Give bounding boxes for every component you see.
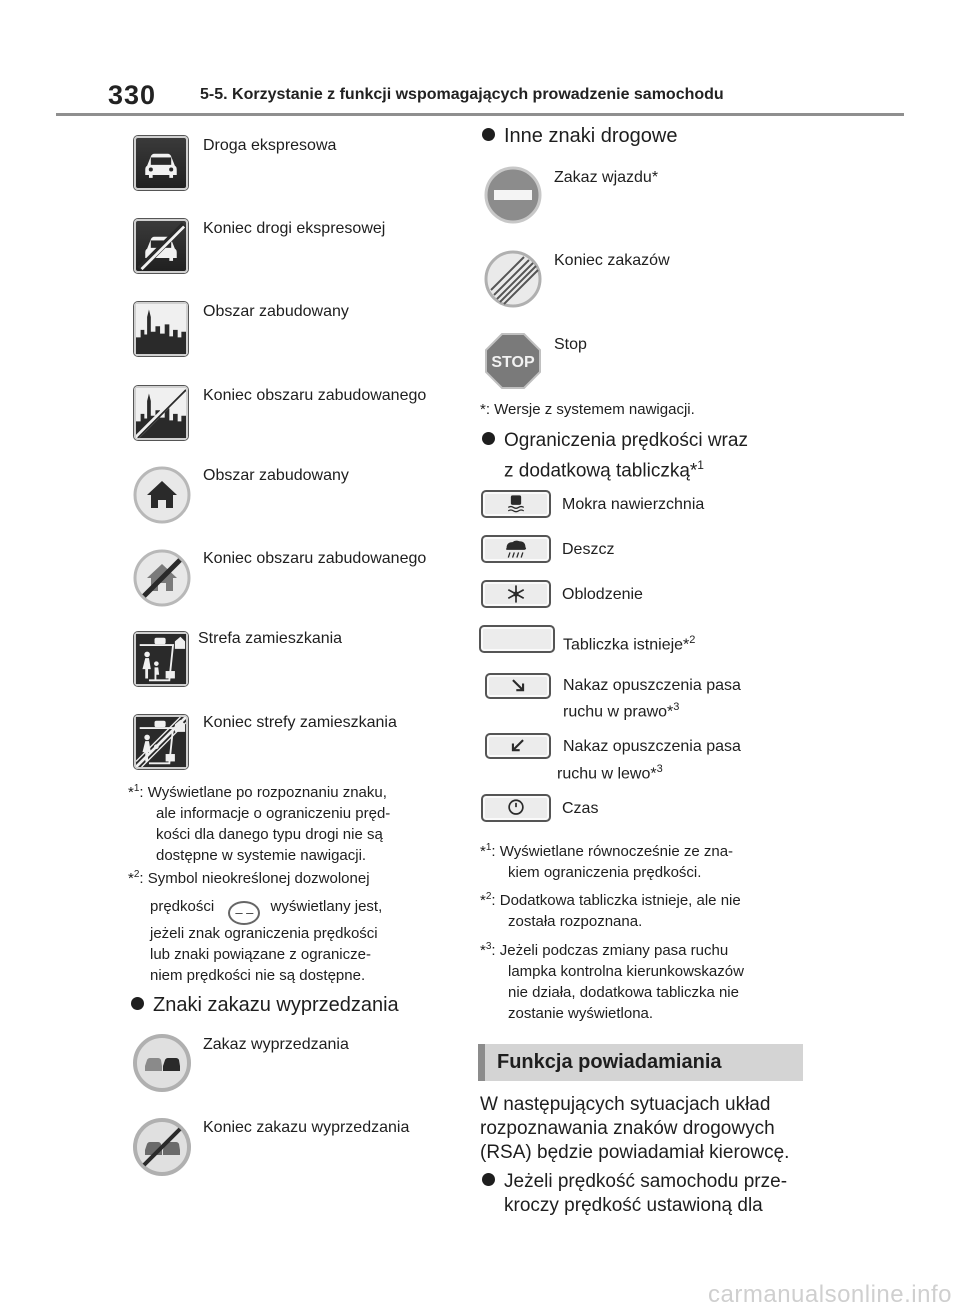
speed-limits-heading: Ograniczenia prędkości wraz bbox=[482, 428, 748, 454]
sign-label: Strefa zamieszkania bbox=[198, 630, 343, 647]
bullet-dot bbox=[482, 128, 495, 141]
arrow-left-down-plate-icon bbox=[485, 733, 551, 759]
section-title: Funkcja powiadamiania bbox=[497, 1051, 722, 1073]
stop-sign-text: STOP bbox=[491, 354, 535, 371]
sign-label: Koniec obszaru zabudowanego bbox=[203, 550, 427, 567]
other-signs-heading: Inne znaki drogowe bbox=[482, 123, 677, 149]
sign-label: Obszar zabudowany bbox=[203, 303, 349, 320]
end-of-residential-zone-sign-icon bbox=[134, 715, 188, 769]
clock-plate-icon bbox=[481, 794, 551, 822]
page-number: 330 bbox=[108, 80, 157, 110]
footnote-1-right: *$^1$: Wyświetlane równocześnie ze zna- kiem ograniczenia prędkości. bbox=[480, 842, 734, 881]
plate-label-line-2: ruchu w lewo*$^3$ bbox=[557, 763, 663, 783]
plate-label-line-2: ruchu w prawo*$^3$ bbox=[563, 701, 680, 721]
navigation-footnote: *: Wersje z systemem nawigacji. bbox=[480, 401, 695, 418]
footnote-3-right: *$^3$: Jeżeli podczas zmiany pasa ruchu lampka kontrolna kierunkowskazów nie działa, dodatkowa tabliczka nie zostanie wyświetlona. bbox=[480, 941, 744, 1022]
end-of-built-up-area-sign-icon bbox=[134, 386, 188, 440]
plate-label: Czas bbox=[562, 800, 599, 817]
speed-limits-heading-line-2: z dodatkową tabliczką*$^1$ bbox=[504, 458, 704, 482]
plate-label: Nakaz opuszczenia pasa bbox=[563, 677, 741, 694]
section-bullet: Jeżeli prędkość samochodu prze- kroczy prędkość ustawioną dla bbox=[482, 1170, 787, 1218]
plate-label: Tabliczka istnieje*$^2$ bbox=[563, 634, 696, 654]
sign-label: Droga ekspresowa bbox=[203, 137, 337, 154]
plate-label: Oblodzenie bbox=[562, 586, 643, 603]
unknown-speed-symbol-icon: – – bbox=[228, 901, 260, 925]
rain-plate-icon bbox=[481, 535, 551, 563]
plate-label: Nakaz opuszczenia pasa bbox=[563, 738, 741, 755]
end-of-expressway-sign-icon bbox=[134, 219, 188, 273]
stop-sign-icon bbox=[484, 332, 542, 390]
sign-label: Koniec zakazu wyprzedzania bbox=[203, 1119, 410, 1136]
end-of-no-overtaking-sign-icon bbox=[133, 1118, 191, 1176]
footnote-2-continuation: jeżeli znak ograniczenia prędkości lub znaki powiązane z ogranicze- niem prędkości nie są dostępne. bbox=[150, 925, 378, 984]
header-divider bbox=[56, 113, 904, 116]
residential-zone-sign-icon bbox=[134, 632, 188, 686]
end-of-built-up-area-round-sign-icon bbox=[133, 549, 191, 607]
arrow-right-down-plate-icon bbox=[485, 673, 551, 699]
sign-label: Zakaz wyprzedzania bbox=[203, 1036, 349, 1053]
section-heading-box bbox=[478, 1044, 803, 1081]
sign-label: Koniec zakazów bbox=[554, 252, 670, 269]
bullet-dot bbox=[482, 432, 495, 445]
sign-label: Koniec drogi ekspresowej bbox=[203, 220, 386, 237]
no-entry-sign-icon bbox=[484, 166, 542, 224]
footnote-2-line-2: prędkości – – wyświetlany jest, bbox=[150, 896, 382, 925]
plate-label: Mokra nawierzchnia bbox=[562, 496, 705, 513]
sign-label: Zakaz wjazdu* bbox=[554, 169, 659, 186]
watermark: carmanualsonline.info bbox=[708, 1281, 952, 1308]
bullet-dot bbox=[131, 997, 144, 1010]
bullet-dot bbox=[482, 1173, 495, 1186]
chapter-title: 5-5. Korzystanie z funkcji wspomagających prowadzenie samochodu bbox=[200, 86, 724, 103]
plate-label: Deszcz bbox=[562, 541, 615, 558]
footnote-2-right: *$^2$: Dodatkowa tabliczka istnieje, ale nie została rozpoznana. bbox=[480, 891, 741, 930]
overtaking-heading: Znaki zakazu wyprzedzania bbox=[131, 992, 399, 1018]
section-paragraph: W następujących sytuacjach układ rozpoznawania znaków drogowych (RSA) będzie powiadamiał kierowcę. bbox=[480, 1094, 790, 1163]
no-overtaking-sign-icon bbox=[133, 1034, 191, 1092]
sign-label: Koniec strefy zamieszkania bbox=[203, 714, 397, 731]
ice-plate-icon bbox=[481, 580, 551, 608]
blank-plate-icon bbox=[479, 625, 555, 653]
end-of-restrictions-sign-icon bbox=[484, 250, 542, 308]
footnote-1-left: *$^1$: Wyświetlane po rozpoznaniu znaku, ale informacje o ograniczeniu pręd- kości dla danego typu drogi nie są dostępne w systemie nawigacji. bbox=[128, 783, 391, 864]
sign-label: Koniec obszaru zabudowanego bbox=[203, 387, 427, 404]
sign-label: Stop bbox=[554, 336, 587, 353]
sign-label: Obszar zabudowany bbox=[203, 467, 349, 484]
footnote-2-left: *$^2$: Symbol nieokreślonej dozwolonej bbox=[128, 869, 370, 887]
wet-road-plate-icon bbox=[481, 490, 551, 518]
built-up-area-round-sign-icon bbox=[133, 466, 191, 524]
expressway-sign-icon bbox=[134, 136, 188, 190]
built-up-area-sign-icon bbox=[134, 302, 188, 356]
